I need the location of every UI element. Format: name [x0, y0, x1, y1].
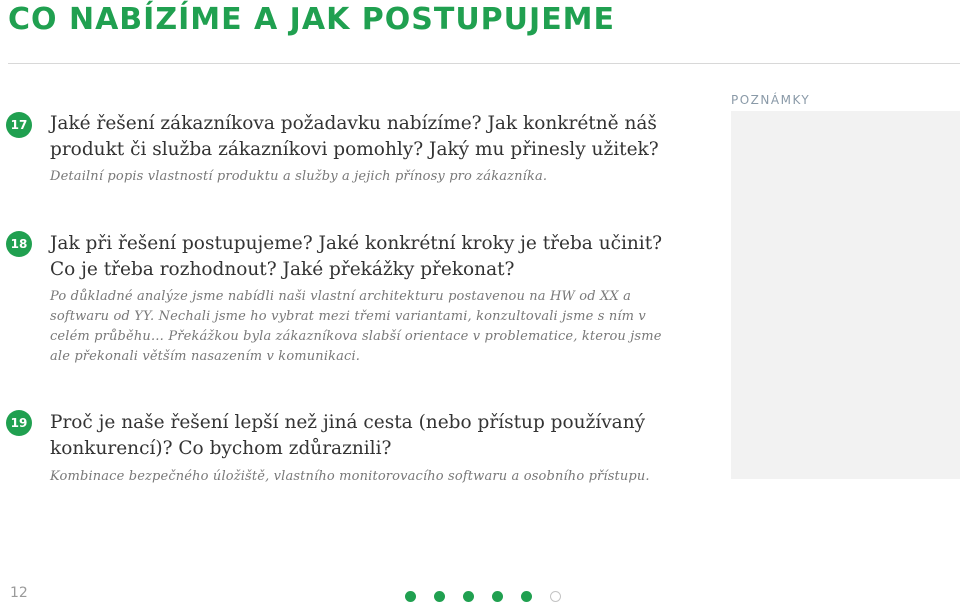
- title-divider: [8, 63, 960, 64]
- pagination-dot[interactable]: [463, 591, 474, 602]
- item-question: Jaké řešení zákazníkova požadavku nabízíme? Jak konkrétně náš produkt či služba zákazníkovi pomohly? Jaký mu přinesly užitek?: [50, 113, 659, 160]
- pagination-dot[interactable]: [434, 591, 445, 602]
- item-question: Jak při řešení postupujeme? Jaké konkrétní kroky je třeba učinit? Co je třeba rozhodnout? Jaké překážky překonat?: [50, 233, 663, 280]
- pagination-dot[interactable]: [492, 591, 503, 602]
- item-description: Detailní popis vlastností produktu a služby a jejich přínosy pro zákazníka.: [50, 169, 548, 184]
- pagination-dot[interactable]: [521, 591, 532, 602]
- item-number-badge: 18: [6, 231, 32, 257]
- pagination-dot[interactable]: [550, 591, 561, 602]
- item-number-badge: 17: [6, 112, 32, 138]
- item-number-badge: 19: [6, 410, 32, 436]
- page-title: CO NABÍZÍME A JAK POSTUPUJEME: [8, 2, 616, 37]
- page-number: 12: [10, 585, 28, 601]
- notes-area[interactable]: [731, 111, 960, 479]
- notes-label: POZNÁMKY: [731, 93, 811, 107]
- item-description: Kombinace bezpečného úložiště, vlastního monitorovacího softwaru a osobního přístupu.: [50, 469, 650, 484]
- pagination-dot[interactable]: [405, 591, 416, 602]
- item-description: Po důkladné analýze jsme nabídli naši vlastní architekturu postavenou na HW od XX a softwaru od YY. Nechali jsme ho vybrat mezi třemi variantami, konzultovali jsme s ním v celém průběhu… Překážkou byla zákazníkova slabší orientace v problematice, kterou jsme ale překonali větším nasazením v komunikaci.: [50, 289, 662, 364]
- item-question: Proč je naše řešení lepší než jiná cesta (nebo přístup používaný konkurencí)? Co bychom zdůraznili?: [50, 412, 646, 459]
